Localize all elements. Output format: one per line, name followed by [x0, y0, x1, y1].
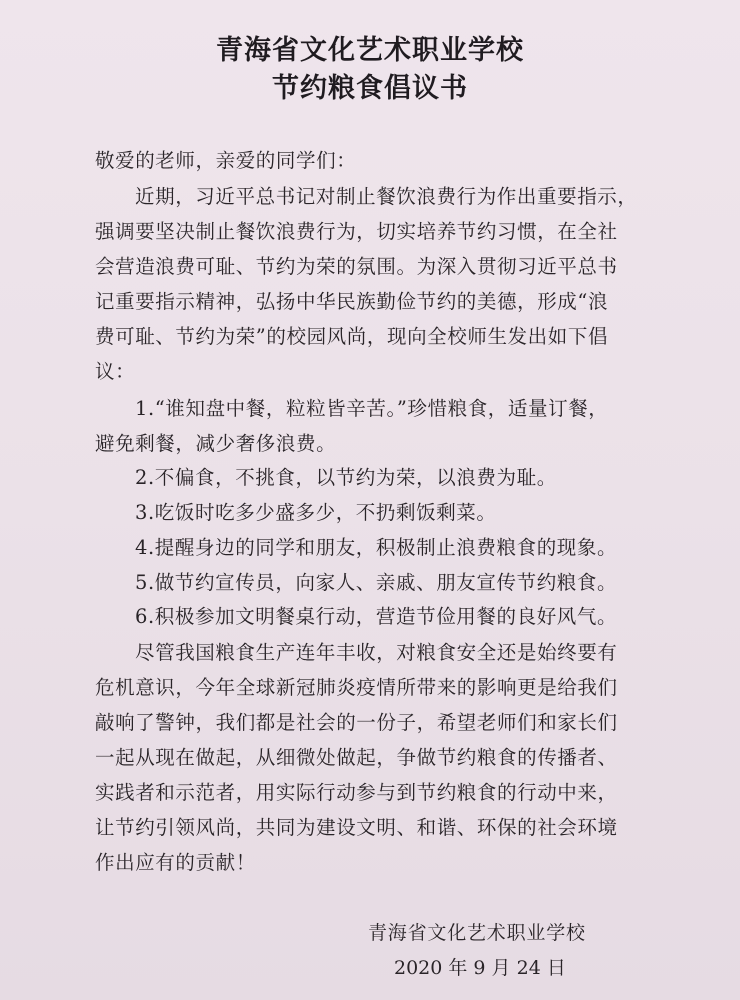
body-line: 议： — [95, 360, 136, 383]
body-line: 费可耻、节约为荣”的校园风尚，现向全校师生发出如下倡 — [95, 325, 609, 348]
signature-date: 2020 年 9 月 24 日 — [394, 957, 566, 979]
body-line: 作出应有的贡献！ — [95, 851, 256, 874]
proposal-item-1: 1.“谁知盘中餐，粒粒皆辛苦。”珍惜粮食，适量订餐， — [135, 397, 609, 420]
body-line: 强调要坚决制止餐饮浪费行为，切实培养节约习惯，在全社 — [95, 220, 618, 243]
proposal-item-2: 2.不偏食，不挑食，以节约为荣，以浪费为耻。 — [135, 466, 557, 489]
body-line: 会营造浪费可耻、节约为荣的氛围。为深入贯彻习近平总书 — [95, 255, 618, 278]
proposal-item-3: 3.吃饭时吃多少盛多少，不扔剩饭剩菜。 — [135, 501, 497, 524]
proposal-item-5: 5.做节约宣传员，向家人、亲戚、朋友宣传节约粮食。 — [135, 571, 618, 594]
proposal-item-6: 6.积极参加文明餐桌行动，营造节俭用餐的良好风气。 — [135, 605, 618, 628]
body-line: 敲响了警钟，我们都是社会的一份子，希望老师们和家长们 — [95, 711, 618, 734]
proposal-item-4: 4.提醒身边的同学和朋友，积极制止浪费粮食的现象。 — [135, 536, 618, 559]
body-line: 实践者和示范者，用实际行动参与到节约粮食的行动中来， — [95, 781, 618, 804]
body-line: 让节约引领风尚，共同为建设文明、和谐、环保的社会环境 — [95, 816, 618, 839]
document-title-proposal: 节约粮食倡议书 — [272, 73, 468, 104]
signature-organization: 青海省文化艺术职业学校 — [368, 922, 586, 944]
body-line: 记重要指示精神，弘扬中华民族勤俭节约的美德，形成“浪 — [95, 290, 609, 313]
proposal-item-1-cont: 避免剩餐，减少奢侈浪费。 — [95, 432, 337, 455]
body-line: 一起从现在做起，从细微处做起，争做节约粮食的传播者、 — [95, 746, 618, 769]
body-line: 尽管我国粮食生产连年丰收，对粮食安全还是始终要有 — [135, 641, 618, 664]
body-line: 近期，习近平总书记对制止餐饮浪费行为作出重要指示， — [135, 185, 638, 208]
salutation: 敬爱的老师，亲爱的同学们： — [95, 149, 357, 172]
body-line: 危机意识，今年全球新冠肺炎疫情所带来的影响更是给我们 — [95, 676, 618, 699]
document-title-school: 青海省文化艺术职业学校 — [216, 35, 524, 66]
